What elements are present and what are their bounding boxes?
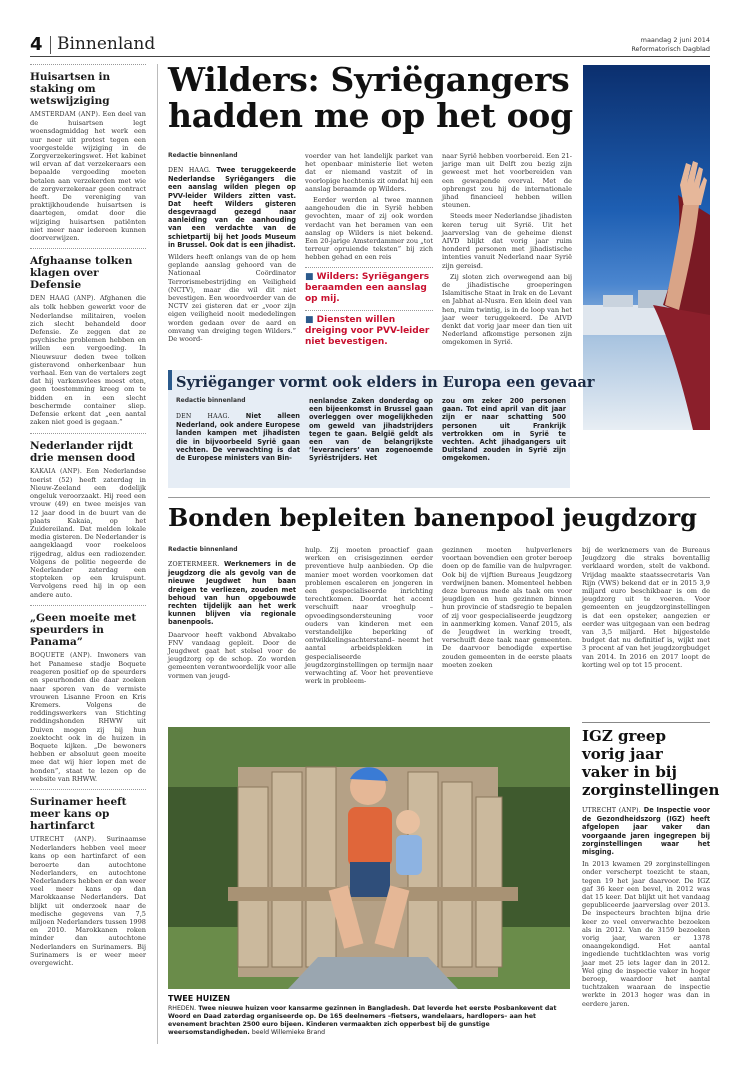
- paragraph: Zij sloten zich overwegend aan bij de jihadistische groeperingen Islamitische Staat in Irak en de Levant en Jabhat al-Nusra. Een klein deel van hen, ruim twintig, is in de loop van het jaar weer teruggekeerd. De AIVD denkt dat vorig jaar meer dan tien uit Nederland afkomstige personen zijn omgekomen in Syrië.: [442, 272, 572, 347]
- paper-name: Reformatorisch Dagblad: [631, 45, 710, 53]
- brief-title: Nederlander rijdt drie mensen dood: [30, 439, 136, 464]
- brief-item: [30, 612, 146, 783]
- brief-body: [30, 110, 146, 242]
- lead-headline-line2: hadden me op het oog: [168, 96, 573, 135]
- brief-separator: [30, 64, 146, 65]
- sidebar-dateline: DEN HAAG.: [176, 413, 230, 420]
- paragraph: gezinnen moeten hulpverleners voortaan bovendien een groter beroep doen op de familie van de hulpvrager. Ook bij de vijftien Bureaus Jeugdzorg verdwijnen banen. Momenteel hebben deze bureaus mede als taak om voor jeugdigen en hun gezinnen binnen hun provincie of stadsregio te bepalen of zij voor gespecialiseerde jeugdzorg in aanmerking komen. Vanaf 2015, als de Jeugdwet in werking treedt, verschuift deze taak naar gemeenten. De daarvoor benodigde expertise zouden gemeenten in de eerste plaats moeten zoeken: [442, 546, 572, 669]
- igz-intro: [582, 806, 710, 856]
- lead-byline: Redactie binnenland: [168, 152, 238, 159]
- brief-dateline: KAKAIA (ANP).: [30, 467, 83, 475]
- brief-title: Afghaanse tolken klagen over Defensie: [30, 255, 133, 292]
- sidebar-intro-3: zou om zeker 200 personen gaan. Tot eind april van dit jaar zijn er naar schatting 500 personen uit Frankrijk vertrokken om in Syrië te vechten. Acht jihadgangers uit Duitsland zouden in Syrië zijn omgekomen.: [442, 397, 566, 463]
- second-col-3: [442, 546, 572, 672]
- lead-col-1: [168, 166, 296, 346]
- brief-item: [30, 71, 146, 242]
- second-col-2: [305, 546, 433, 688]
- photo-caption: [168, 994, 570, 1037]
- brief-item: [30, 440, 146, 599]
- lead-headline-line1: Wilders: Syriëgangers: [168, 60, 570, 99]
- brief-dateline: UTRECHT (ANP).: [30, 836, 97, 843]
- paragraph: Daarvoor heeft vakbond Abvakabo FNV vandaag gepleit. Door de Jeugdwet gaat het stelsel voor de jeugdzorg op de schop. Zo worden gemeenten verantwoordelijk voor alle vormen van jeugd-: [168, 630, 296, 680]
- caption-title: TWEE HUIZEN: [168, 994, 231, 1003]
- masthead-divider: [50, 36, 51, 54]
- brief-text: Inwoners van het Panamese stadje Boquete reageren positief op de speurders en speurhonden die daar zoeken naar sporen van de vermiste vrouwen Lisanne Froon en Kris Kremers. Volgens de reddingswerkers van Stichting reddingshonden RHWW uit Duiven mogen zij bij hun zoektocht ook in de huizen in Boquete kijken. „De bewoners hebben er absoluut geen moeite mee dat wij hier lopen met de honden”, staat te lezen op de website van RHWW.: [30, 650, 146, 783]
- lead-col-3: [442, 152, 572, 350]
- brief-separator: [30, 789, 146, 790]
- caption-credit: beeld Willemieke Brand: [251, 1029, 326, 1036]
- brief-text: Een deel van de huisartsen legt woensdagmiddag het werk een uur neer uit protest tegen een voorgestelde wijziging in de Zorgverzekeringswet. Het kabinet wil ervan af dat verzekeraars een bepaalde vergoeding moeten betalen aan verzekerden met wie de zorgverzekeraar geen contract heeft. De vereniging van praktijkhoudende huisartsen is daartegen, omdat door die wijziging huisartsen patiënten niet meer naar iedereen kunnen doorverwijzen.: [30, 110, 146, 243]
- second-col-4: [582, 546, 710, 672]
- lead-body-3: [442, 152, 572, 347]
- sidebar-col-2: [309, 397, 433, 463]
- brief-text: Een Nederlandse toerist (52) heeft zaterdag in Nieuw-Zeeland een dodelijk ongeluk veroorzaakt. Hij reed een vrouw (49) en twee meisjes van 12 jaar dood in de buurt van de plaats Kakaia, op het Zuidereiland. Dat melden lokale media gisteren. De Nederlander is aangeklaagd voor roekeloos rijgedrag, aldus een radiozender. Volgens de politie negeerde de Nederlander zaterdag een stopteken op een kruispunt. Vervolgens reed hij in op een andere auto.: [30, 466, 146, 599]
- brief-item: [30, 796, 146, 967]
- pull-quote-separator: [305, 267, 433, 268]
- masthead: [30, 34, 710, 62]
- section-title: Binnenland: [57, 34, 156, 54]
- brief-separator: [30, 248, 146, 249]
- second-body-1: [168, 631, 296, 680]
- square-bullet-icon: ■: [305, 271, 314, 282]
- brief-dateline: BOQUETE (ANP).: [30, 651, 93, 659]
- sidebar-col-1: [176, 412, 300, 462]
- pull-quote-1: [305, 272, 433, 305]
- brief-title: „Geen moeite met speurders in Panama”: [30, 611, 137, 648]
- brief-body: [30, 294, 146, 426]
- page-number: 4: [30, 34, 43, 55]
- second-intro: [168, 560, 296, 627]
- paragraph: In 2013 kwamen 29 zorginstellingen onder verscherpt toezicht te staan, tegen 19 het jaar daarvoor. De IGZ gaf 36 keer een bevel, in 2012 was dat 15 keer. Dat blijkt uit het vandaag gepubliceerde jaarverslag over 2013. De inspecteurs brachten bijna drie keer zo veel onverwachte bezoeken als in 2012. Van de 3159 bezoeken vorig jaar, waren er 1378 onaangekondigd. Het aantal ingediende tuchtklachten was vorig jaar met 25 iets lager dan in 2012. Wel ging de inspectie vaker in hoger beroep, waardoor het aantal tuchtzaken waaraan de inspectie werkte in 2013 hoger was dan in eerdere jaren.: [582, 860, 710, 1008]
- lead-headline: [168, 62, 588, 134]
- second-dateline: ZOETERMEER.: [168, 561, 220, 568]
- sidebar-accent-bar: [168, 370, 172, 390]
- paragraph: naar Syrië hebben voorbereid. Een 21-jarige man uit Delft zou bezig zijn geweest met het voorbereiden van een gewapende overval. Met de opbrengst zou hij de internationale jihad financieel hebben willen steunen.: [442, 152, 572, 210]
- brief-dateline: AMSTERDAM (ANP).: [30, 111, 101, 118]
- second-headline: Bonden bepleiten banenpool jeugdzorg: [168, 503, 697, 532]
- paragraph: Steeds meer Nederlandse jihadisten keren terug uit Syrië. Uit het jaarverslag van de geheime dienst AIVD blijkt dat vorig jaar ruim honderd personen met jihadistische intenties vanuit Nederland naar Syrië zijn gereisd.: [442, 212, 572, 270]
- sidebar-col-3: [442, 397, 566, 463]
- lead-intro-text: Twee teruggekeerde Nederlandse Syriëgangers die een aanslag wilden plegen op PVV-leider Wilders zitten vast. Dat heeft Wilders gisteren desgevraagd gezegd naar aanleiding van de aanhouding van een verdachte van de schietpartij bij het Joods Museum in Brussel. Ook dat is een jihadist.: [168, 166, 297, 249]
- square-bullet-icon: ■: [305, 314, 314, 325]
- paragraph: voerder van het landelijk parket van het openbaar ministerie liet weten dat er niemand vastzit of in voorlopige hechtenis zit omdat hij een aanslag beraamde op Wilders.: [305, 152, 433, 193]
- brief-body: [30, 651, 146, 783]
- issue-date: maandag 2 juni 2014: [640, 36, 710, 44]
- lead-col-2: [305, 152, 433, 348]
- igz-rule: [582, 722, 710, 723]
- brief-title: Surinamer heeft meer kans op hartinfarct: [30, 796, 127, 832]
- hand-wave-photo: [583, 65, 710, 430]
- brief-separator: [30, 433, 146, 434]
- lead-dateline: DEN HAAG.: [168, 167, 211, 174]
- sidebar-intro-1: Niet alleen Nederland, ook andere Europese landen kampen met jihadisten die in bijvoorbeeld Syrië gaan vechten. De verwachting is dat de Europese ministers van Bin-: [176, 412, 301, 463]
- pull-quote-2-text: Diensten willen dreiging voor PVV-leider niet bevestigen.: [305, 314, 430, 347]
- sidebar-byline: Redactie binnenland: [176, 397, 246, 404]
- brief-body: [30, 835, 146, 967]
- caption-body: [168, 1005, 570, 1037]
- second-byline: Redactie binnenland: [168, 546, 238, 553]
- caption-place: RHEDEN.: [168, 1005, 197, 1012]
- brief-text: Surinaamse Nederlanders hebben veel meer kans op een hartinfarct of een beroerte dan autochtone Nederlanders, en autochtone Nederlanders hebben er dan weer veel meer kans op dan Marokkaanse Nederlanders. Dat blijkt uit onderzoek naar de medische gegevens van 7,5 miljoen Nederlanders tussen 1998 en 2010. Marokkanen roken minder dan autochtone Nederlanders en Surinamers. Bij Surinamers is er weer meer overgewicht.: [30, 835, 146, 968]
- paragraph: Eerder werden al twee mannen aangehouden die in Syrië hebben gevochten, maar of zij ook worden verdacht van het beramen van een aanslag op Wilders is niet bekend. Een 20-jarige Amsterdammer zou „tot terreur opruiende teksten” bij zich hebben gehad en een reis: [305, 196, 433, 262]
- paragraph: Wilders heeft onlangs van de op hem geplande aanslag gehoord van de Nationaal Coördinator Terrorismebestrijding en Veiligheid (NCTV), maar die wil dit niet bevestigen. Een woordvoerder van de NCTV zei gisteren dat er „voor zijn eigen veiligheid nooit mededelingen worden gedaan over de aard en omvang van dreiging tegen Wilders.” De woord-: [168, 253, 296, 344]
- caption-text: Twee nieuwe huizen voor kansarme gezinnen in Bangladesh. Dat leverde het eerste Posbankevent dat Woord en Daad zaterdag organiseerde op. De 165 deelnemers –fietsers, wandelaars, hardlopers– aan het evenement brachten 2500 euro bijeen. Kinderen vermaakten zich opperbest bij de gunstige weersomstandigheden.: [168, 1005, 557, 1036]
- briefs-column: [30, 64, 146, 967]
- brief-separator: [30, 605, 146, 606]
- pull-quote-1-text: Wilders: Syriëgangers beraamden een aanslag op mij.: [305, 271, 430, 304]
- column-rule: [157, 64, 158, 1044]
- sidebar-intro-2: nenlandse Zaken donderdag op een bijeenkomst in Brussel gaan overleggen over mogelijkheden om geweld van jihadstrijders tegen te gaan. België geldt als een van de belangrijkste ’leveranciers’ van zogenoemde Syriëstrijders. Het: [309, 397, 433, 463]
- igz-headline: IGZ greep vorig jaar vaker in bij zorginstellingen: [582, 727, 720, 799]
- sidebar-headline: Syriëganger vormt ook elders in Europa een gevaar: [176, 374, 595, 391]
- paragraph: bij de werknemers van de Bureaus Jeugdzorg die straks boventallig verklaard worden, stelt de vakbond. Vrijdag maakte staatssecretaris Van Rijn (VWS) bekend dat er in 2015 3,9 miljard euro beschikbaar is om de jeugdzorg uit te voeren. Voor gemeenten en jeugdzorginstellingen is dat een opsteker, aangezien er eerder was uitgegaan van een bedrag van 3,5 miljard. Het bijgestelde budget dat nu definitief is, wijkt met 3 procent af van het jeugdzorgbudget van 2014. In 2016 en 2017 loopt de korting wel op tot 15 procent.: [582, 546, 710, 669]
- brief-dateline: DEN HAAG (ANP).: [30, 295, 96, 303]
- paragraph: hulp. Zij moeten proactief gaan werken en crisisgezinnen eerder preventieve hulp aanbieden. Op die manier moet worden voorkomen dat problemen escaleren en jongeren in een gespecialiseerde inrichting terechtkomen. Doordat het accent verschuift naar vroeghulp –opvoedingsondersteuning voor ouders van kinderen met een verstandelijke beperking of ontwikkelingsachterstand– neemt het aantal arbeidsplekken in gespecialiseerde jeugdzorginstellingen op termijn naar verwachting af. Voor het preventieve werk in probleem-: [305, 546, 433, 686]
- hand-wave-illustration: [583, 65, 710, 430]
- lead-body-1: [168, 253, 296, 343]
- igz-dateline: UTRECHT (ANP).: [582, 807, 641, 814]
- brief-text: Afghanen die als tolk hebben gewerkt voor de Nederlandse militairen, voelen zich slecht behandeld door Defensie. Ze zeggen dat ze psychische problemen hebben en willen een vergoeding. In Nieuwsuur deden twee tolken gisteravond onherkenbaar hun verhaal. Een van de vertalers zegt dat hij varkensvlees moest eten, geen toestemming kreeg om te bidden en in een slecht beschermde container sliep. Defensie erkent dat „een aantal zaken niet goed is gegaan.”: [30, 294, 146, 427]
- lead-intro: [168, 166, 296, 249]
- slide-photo: [168, 727, 570, 989]
- igz-intro-text: De Inspectie voor de Gezondheidszorg (IGZ) heeft afgelopen jaar vaker dan voorgaande jaren ingegrepen bij zorginstellingen waar het misging.: [582, 806, 710, 857]
- second-col-1: [168, 560, 296, 683]
- brief-item: [30, 255, 146, 426]
- igz-text: [582, 860, 710, 1008]
- pull-quote-separator: [305, 310, 433, 311]
- brief-body: [30, 467, 146, 599]
- brief-title: Huisartsen in staking om wetswijziging: [30, 71, 111, 107]
- lead-body-2: [305, 152, 433, 262]
- sidebar-box: [168, 370, 595, 488]
- section-rule: [168, 497, 710, 498]
- masthead-rule: [30, 56, 710, 57]
- second-intro-text: Werknemers in de jeugdzorg die als gevolg van de nieuwe Jeugdwet hun baan dreigen te verliezen, zouden met behoud van hun opgebouwde rechten tijdelijk aan het werk kunnen blijven via regionale banenpools.: [168, 560, 296, 627]
- pull-quote-2: [305, 315, 433, 348]
- igz-body: [582, 806, 710, 1011]
- children-slide-illustration: [168, 727, 570, 989]
